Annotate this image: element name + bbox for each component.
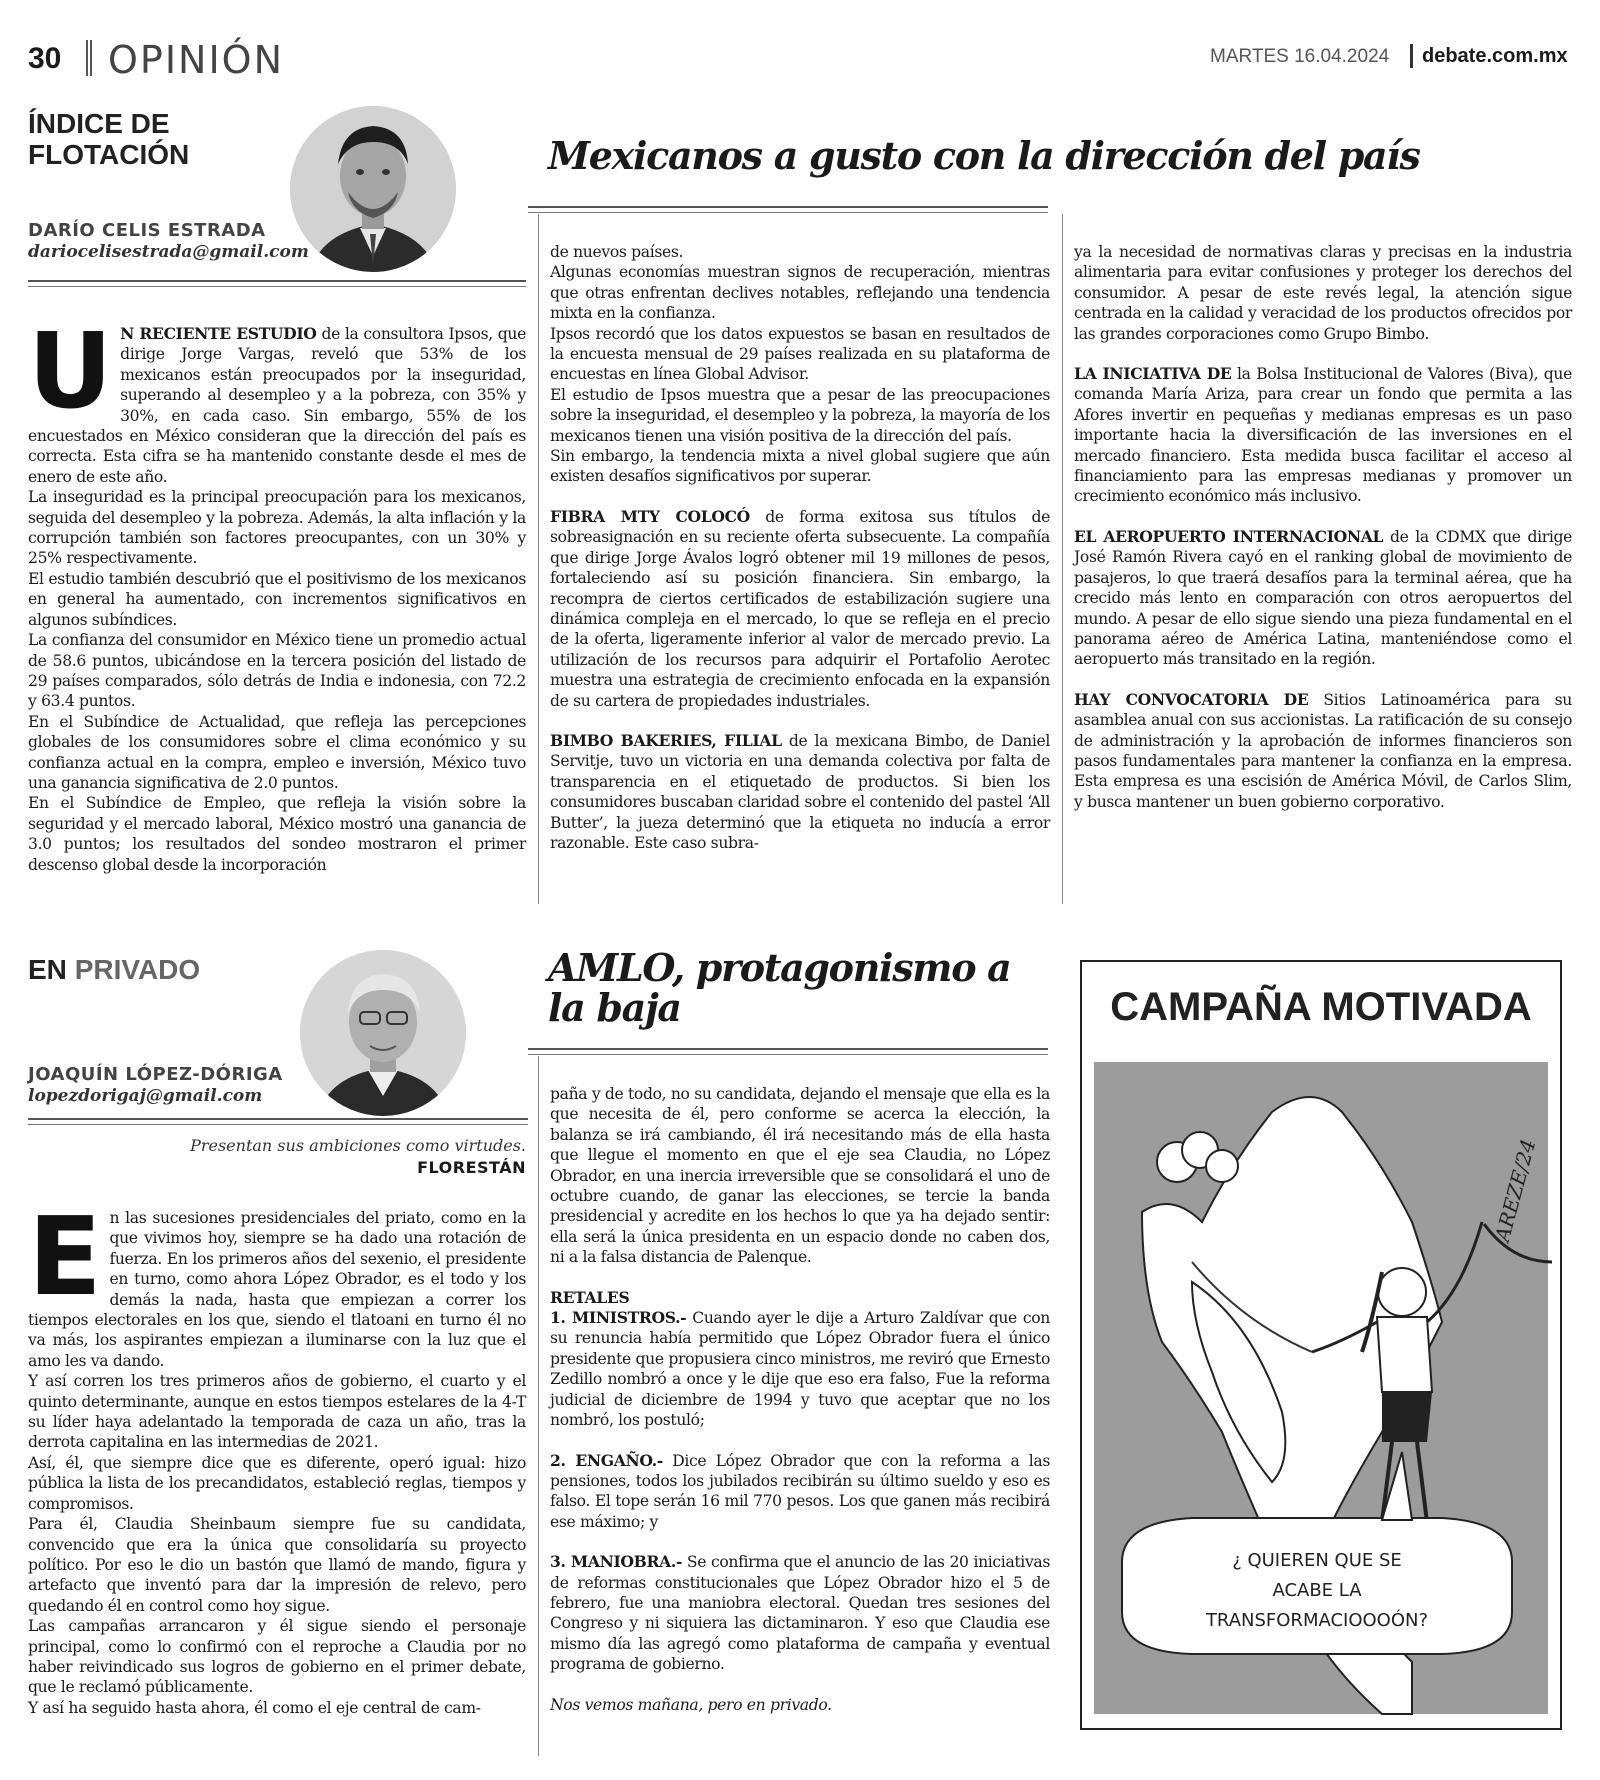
- speech-line: ACABE LA: [1272, 1580, 1362, 1601]
- site-link[interactable]: debate.com.mx: [1422, 45, 1568, 67]
- paragraph: [550, 1552, 1050, 1674]
- drop-cap: E: [28, 1195, 102, 1320]
- author-photo: [300, 950, 466, 1116]
- cartoon-panel: [1080, 960, 1562, 1730]
- cartoon-illustration: [1082, 962, 1560, 1728]
- article-column-2: [550, 1084, 1050, 1756]
- speech-line: ¿ QUIEREN QUE SE: [1232, 1550, 1402, 1571]
- paragraph: La inseguridad es la principal preocupación para los mexicanos, seguida del desempleo y la pobreza. Además, la alta inflación y la corrupción también son factores preocupantes, con un 30% y 25% respectivamente.: [28, 488, 526, 568]
- column-name-line: FLOTACIÓN: [28, 139, 190, 170]
- column-name-part: PRIVADO: [74, 954, 201, 985]
- paragraph: ya la necesidad de normativas claras y precisas en la industria alimentaria para evitar confusiones y proteger los derechos del consumidor. A pesar de este revés legal, la atención sigue centrada en la calidad y veracidad de los productos ofrecidos por las grandes corporaciones como Grupo Bimbo.: [1074, 243, 1572, 343]
- article-column-1: [28, 1195, 526, 1758]
- column-divider: [538, 214, 539, 904]
- author-email[interactable]: dariocelisestrada@gmail.com: [28, 242, 309, 262]
- lead-in: N RECIENTE ESTUDIO: [120, 324, 317, 343]
- epigraph-quote: Presentan sus ambiciones como virtudes.: [190, 1136, 526, 1155]
- edition-date: MARTES 16.04.2024: [1210, 46, 1390, 67]
- column-name-line: ÍNDICE DE: [28, 108, 170, 139]
- lead-in: 2. ENGAÑO.-: [550, 1450, 663, 1470]
- paragraph-text: de la mexicana Bimbo, de Daniel Servitje, tuvo un victoria en una demanda colectiva por falta de transparencia en el etiquetado de productos. Si bien los consumidores buscaban claridad sobre el contenido del pastel ‘All Butter’, la jueza determinó que la etiqueta no inducía a error razonable. Este caso subra-: [550, 731, 1050, 852]
- paragraph: Ipsos recordó que los datos expuestos se basan en resultados de la encuesta mensual de 29 países realizada en su plataforma de encuestas en línea Global Advisor.: [550, 324, 1050, 384]
- paragraph: n las sucesiones presidenciales del priato, como en la que vivimos hoy, siempre se ha dado una rotación de fuerza. En los primeros años del sexenio, el presidente en turno, como ahora López Obrador, es el todo y los demás la nada, hasta que empiezan a correr los tiempos electorales en los que, siendo el tlatoani en turno él no va más, los aspirantes empiezan a iluminarse con la luz que el amo les va dando.: [28, 1209, 526, 1370]
- paragraph: Las campañas arrancaron y él sigue siendo el personaje principal, como lo confirmó con el reproche a Claudia por no haber reivindicado sus logros de gobierno en el primer debate, que le reclamó públicamente.: [28, 1617, 526, 1697]
- paragraph: Y así corren los tres primeros años de gobierno, el cuarto y el quinto determinante, aunque en estos tiempos estelares de la 4-T su líder haya adelantado la temporada de caza un año, tras la derrota capitalina en las intermedias de 2021.: [28, 1372, 526, 1452]
- paragraph: de nuevos países.: [550, 243, 684, 261]
- author-photo: [290, 106, 456, 272]
- paragraph-text: de la consultora Ipsos, que dirige Jorge Vargas, reveló que 53% de los mexicanos están preocupados por la inseguridad, superando al desempleo y a la pobreza, con 35% y 30%, en cada caso. Sin embargo, 55% de los encuestados en México consideran que la dirección del país es correcta. Esta cifra se ha mantenido constante desde el mes de enero de este año.: [28, 325, 526, 486]
- header-divider: [86, 40, 92, 76]
- headline-rule: [528, 1048, 1048, 1055]
- headline-line: AMLO, protagonismo a: [548, 945, 1011, 990]
- paragraph-text: de forma exitosa sus títulos de sobreasignación en su reciente oferta subsecuente. La compañía que dirige Jorge Ávalos logró obtener mil 19 millones de pesos, fortaleciendo así su posición financiera. Sin embargo, la recompra de ciertos certificados de estabilización sugiere una dinámica compleja en el mercado, lo que se refleja en el precio de la oferta, ligeramente inferior al valor de mercado previo. La utilización de los recursos para adquirir el Portafolio Aerotec muestra una estrategia de crecimiento enfocada en la expansión de su cartera de propiedades industriales.: [550, 507, 1050, 710]
- paragraph-text: Cuando ayer le dije a Arturo Zaldívar que con su renuncia había permitido que López Obrador fuera el único presidente que propusiera cinco ministros, me reviró que Ernesto Zedillo nombró a once y le dije que eso era falso, Fue la reforma judicial de diciembre de 1994 y tuvo que aceptar que no los nombró, los postuló;: [550, 1309, 1050, 1430]
- lead-in: BIMBO BAKERIES, FILIAL: [550, 730, 782, 750]
- lead-in: HAY CONVOCATORIA DE: [1074, 689, 1309, 709]
- lead-in: LA INICIATIVA DE: [1074, 364, 1232, 384]
- paragraph: [1074, 527, 1572, 670]
- author-rule: [28, 1118, 528, 1125]
- paragraph-text: de la CDMX que dirige José Ramón Rivera cayó en el ranking global de movimiento de pasajeros, lo que traerá desafíos para la terminal aérea, que ha crecido más lento en comparación con otros aeropuertos del mundo. A pesar de ello sigue siendo una pieza fundamental en el panorama aéreo de América Latina, manteniéndose como el aeropuerto más transitado en la región.: [1074, 527, 1572, 669]
- paragraph: [550, 1308, 1050, 1430]
- paragraph: La confianza del consumidor en México tiene un promedio actual de 58.6 puntos, ubicándose en la tercera posición del listado de 29 países comparados, sólo detrás de India e indonesia, con 72.2 y 63.4 puntos.: [28, 631, 526, 711]
- drop-cap: U: [28, 310, 113, 432]
- epigraph-source: FLORESTÁN: [417, 1158, 526, 1177]
- column-divider: [1062, 214, 1063, 904]
- author-portrait-image: [290, 106, 456, 272]
- paragraph: [550, 731, 1050, 853]
- article-column-2: [550, 242, 1050, 902]
- paragraph: [1074, 690, 1572, 812]
- paragraph: Para él, Claudia Sheinbaum siempre fue su candidata, convencido que era la única que consolidaría su proyecto político. Por eso le dio un bastón que llamó de mando, figura y artefacto que inventó para dar la impresión de relevo, pero quedando él en control como hoy sigue.: [28, 1515, 526, 1615]
- paragraph: Sin embargo, la tendencia mixta a nivel global sugiere que aún existen desafíos significativos por superar.: [550, 447, 1050, 486]
- page-number: 30: [28, 42, 62, 75]
- paragraph: El estudio también descubrió que el positivismo de los mexicanos en general ha aumentado, con incrementos significativos en algunos subíndices.: [28, 569, 526, 629]
- retales-heading: RETALES: [550, 1287, 630, 1307]
- paragraph-text: Dice López Obrador que con la reforma a las pensiones, todos los jubilados recibirán su último sueldo y eso es falso. El tope serán 16 mil 770 pesos. Los que ganen más recibirá ese máximo; y: [550, 1451, 1050, 1531]
- cartoonist-signature: AREZE/24: [1490, 1136, 1541, 1244]
- author-name: DARÍO CELIS ESTRADA: [28, 220, 266, 241]
- column-divider: [538, 1056, 539, 1756]
- headline-rule: [528, 206, 1048, 213]
- paragraph-text: Sitios Latinoamérica para su asamblea anual con sus accionistas. La ratificación de su consejo de administración y la aprobación de informes financieros son pasos fundamentales para mantener la confianza en la empresa. Esta empresa es una escisión de América Móvil, de Carlos Slim, y busca mantener un buen gobierno corporativo.: [1074, 690, 1572, 811]
- lead-in: EL AEROPUERTO INTERNACIONAL: [1074, 526, 1384, 546]
- paragraph: En el Subíndice de Empleo, que refleja la visión sobre la seguridad y el mercado laboral, México mostró una ganancia de 3.0 puntos; los resultados del sondeo mostraron el primer descenso global desde la incorporación: [28, 794, 526, 874]
- lead-in: 1. MINISTROS.-: [550, 1308, 687, 1328]
- paragraph: [550, 1451, 1050, 1533]
- author-portrait-image: [300, 950, 466, 1116]
- column-name: [28, 108, 189, 170]
- header-separator: [1410, 44, 1413, 68]
- paragraph: Algunas economías muestran signos de recuperación, mientras que otras enfrentan declives notables, reflejando una tendencia mixta en la confianza.: [550, 263, 1050, 323]
- cartoon-title: CAMPAÑA MOTIVADA: [1110, 985, 1532, 1029]
- section-title: OPINIÓN: [108, 38, 285, 82]
- speech-line: TRANSFORMACIOOOÓN?: [1205, 1610, 1429, 1631]
- headline: Mexicanos a gusto con la dirección del país: [548, 133, 1420, 178]
- headline-line: la baja: [548, 985, 681, 1030]
- headline: [548, 945, 1048, 1030]
- paragraph: El estudio de Ipsos muestra que a pesar de las preocupaciones sobre la inseguridad, el desempleo y la pobreza, la mayoría de los mexicanos tienen una visión positiva de la dirección del país.: [550, 385, 1050, 445]
- paragraph: En el Subíndice de Actualidad, que refleja las percepciones globales de los consumidores sobre el clima económico y su confianza actual en la compra, empleo e inversión, México tuvo una ganancia significativa de 2.0 puntos.: [28, 712, 526, 792]
- author-email[interactable]: lopezdorigaj@gmail.com: [28, 1086, 263, 1106]
- column-name: [28, 954, 200, 985]
- paragraph: Y así ha seguido hasta ahora, él como el eje central de cam-: [28, 1698, 481, 1717]
- paragraph: paña y de todo, no su candidata, dejando el mensaje que ella es la que necesita de él, pero conforme se acerca la elección, la balanza se irá cambiando, él irá necesitando más de ella hasta que llegue el momento en que el eje sea Claudia, no López Obrador, en una inercia irreversible que se consolidará el uno de octubre cuando, de ganar las elecciones, se tercie la banda presidencial y acredite en los hechos lo que ya ha dejado sentir: ella será la única presidenta en un espacio donde no caben dos, ni a la falsa distancia de Palenque.: [550, 1085, 1050, 1267]
- lead-in: 3. MANIOBRA.-: [550, 1552, 683, 1572]
- paragraph: [550, 507, 1050, 711]
- author-name: JOAQUÍN LÓPEZ-DÓRIGA: [28, 1064, 283, 1085]
- paragraph-text: Se confirma que el anuncio de las 20 iniciativas de reformas constitucionales que López Obrador hizo el 5 de febrero, fue una maniobra electoral. Quedan tres sesiones del Congreso y ni siquiera las dictaminaron. Y eso que Claudia ese mismo día las agregó como plataforma de campaña y eventual programa de gobierno.: [550, 1553, 1050, 1674]
- author-rule: [28, 280, 526, 287]
- paragraph: [1074, 364, 1572, 507]
- lead-in: FIBRA MTY COLOCÓ: [550, 506, 750, 526]
- paragraph-text: la Bolsa Institucional de Valores (Biva), que comanda María Ariza, para crear un fondo que permita a las Afores invertir en pequeñas y medianas empresas es un paso importante hacia la diversificación de las inversiones en el mercado financiero. Esta medida busca facilitar el acceso al financiamiento para las empresas medianas y promover un crecimiento económico más inclusivo.: [1074, 365, 1572, 506]
- article-column-1: [28, 310, 526, 904]
- article-column-3: [1074, 242, 1572, 902]
- closing-line: Nos vemos mañana, pero en privado.: [550, 1695, 832, 1714]
- column-name-part: EN: [28, 954, 67, 985]
- paragraph: Así, él, que siempre dice que es diferente, operó igual: hizo pública la lista de los precandidatos, estableció reglas, tiempos y compromisos.: [28, 1453, 526, 1513]
